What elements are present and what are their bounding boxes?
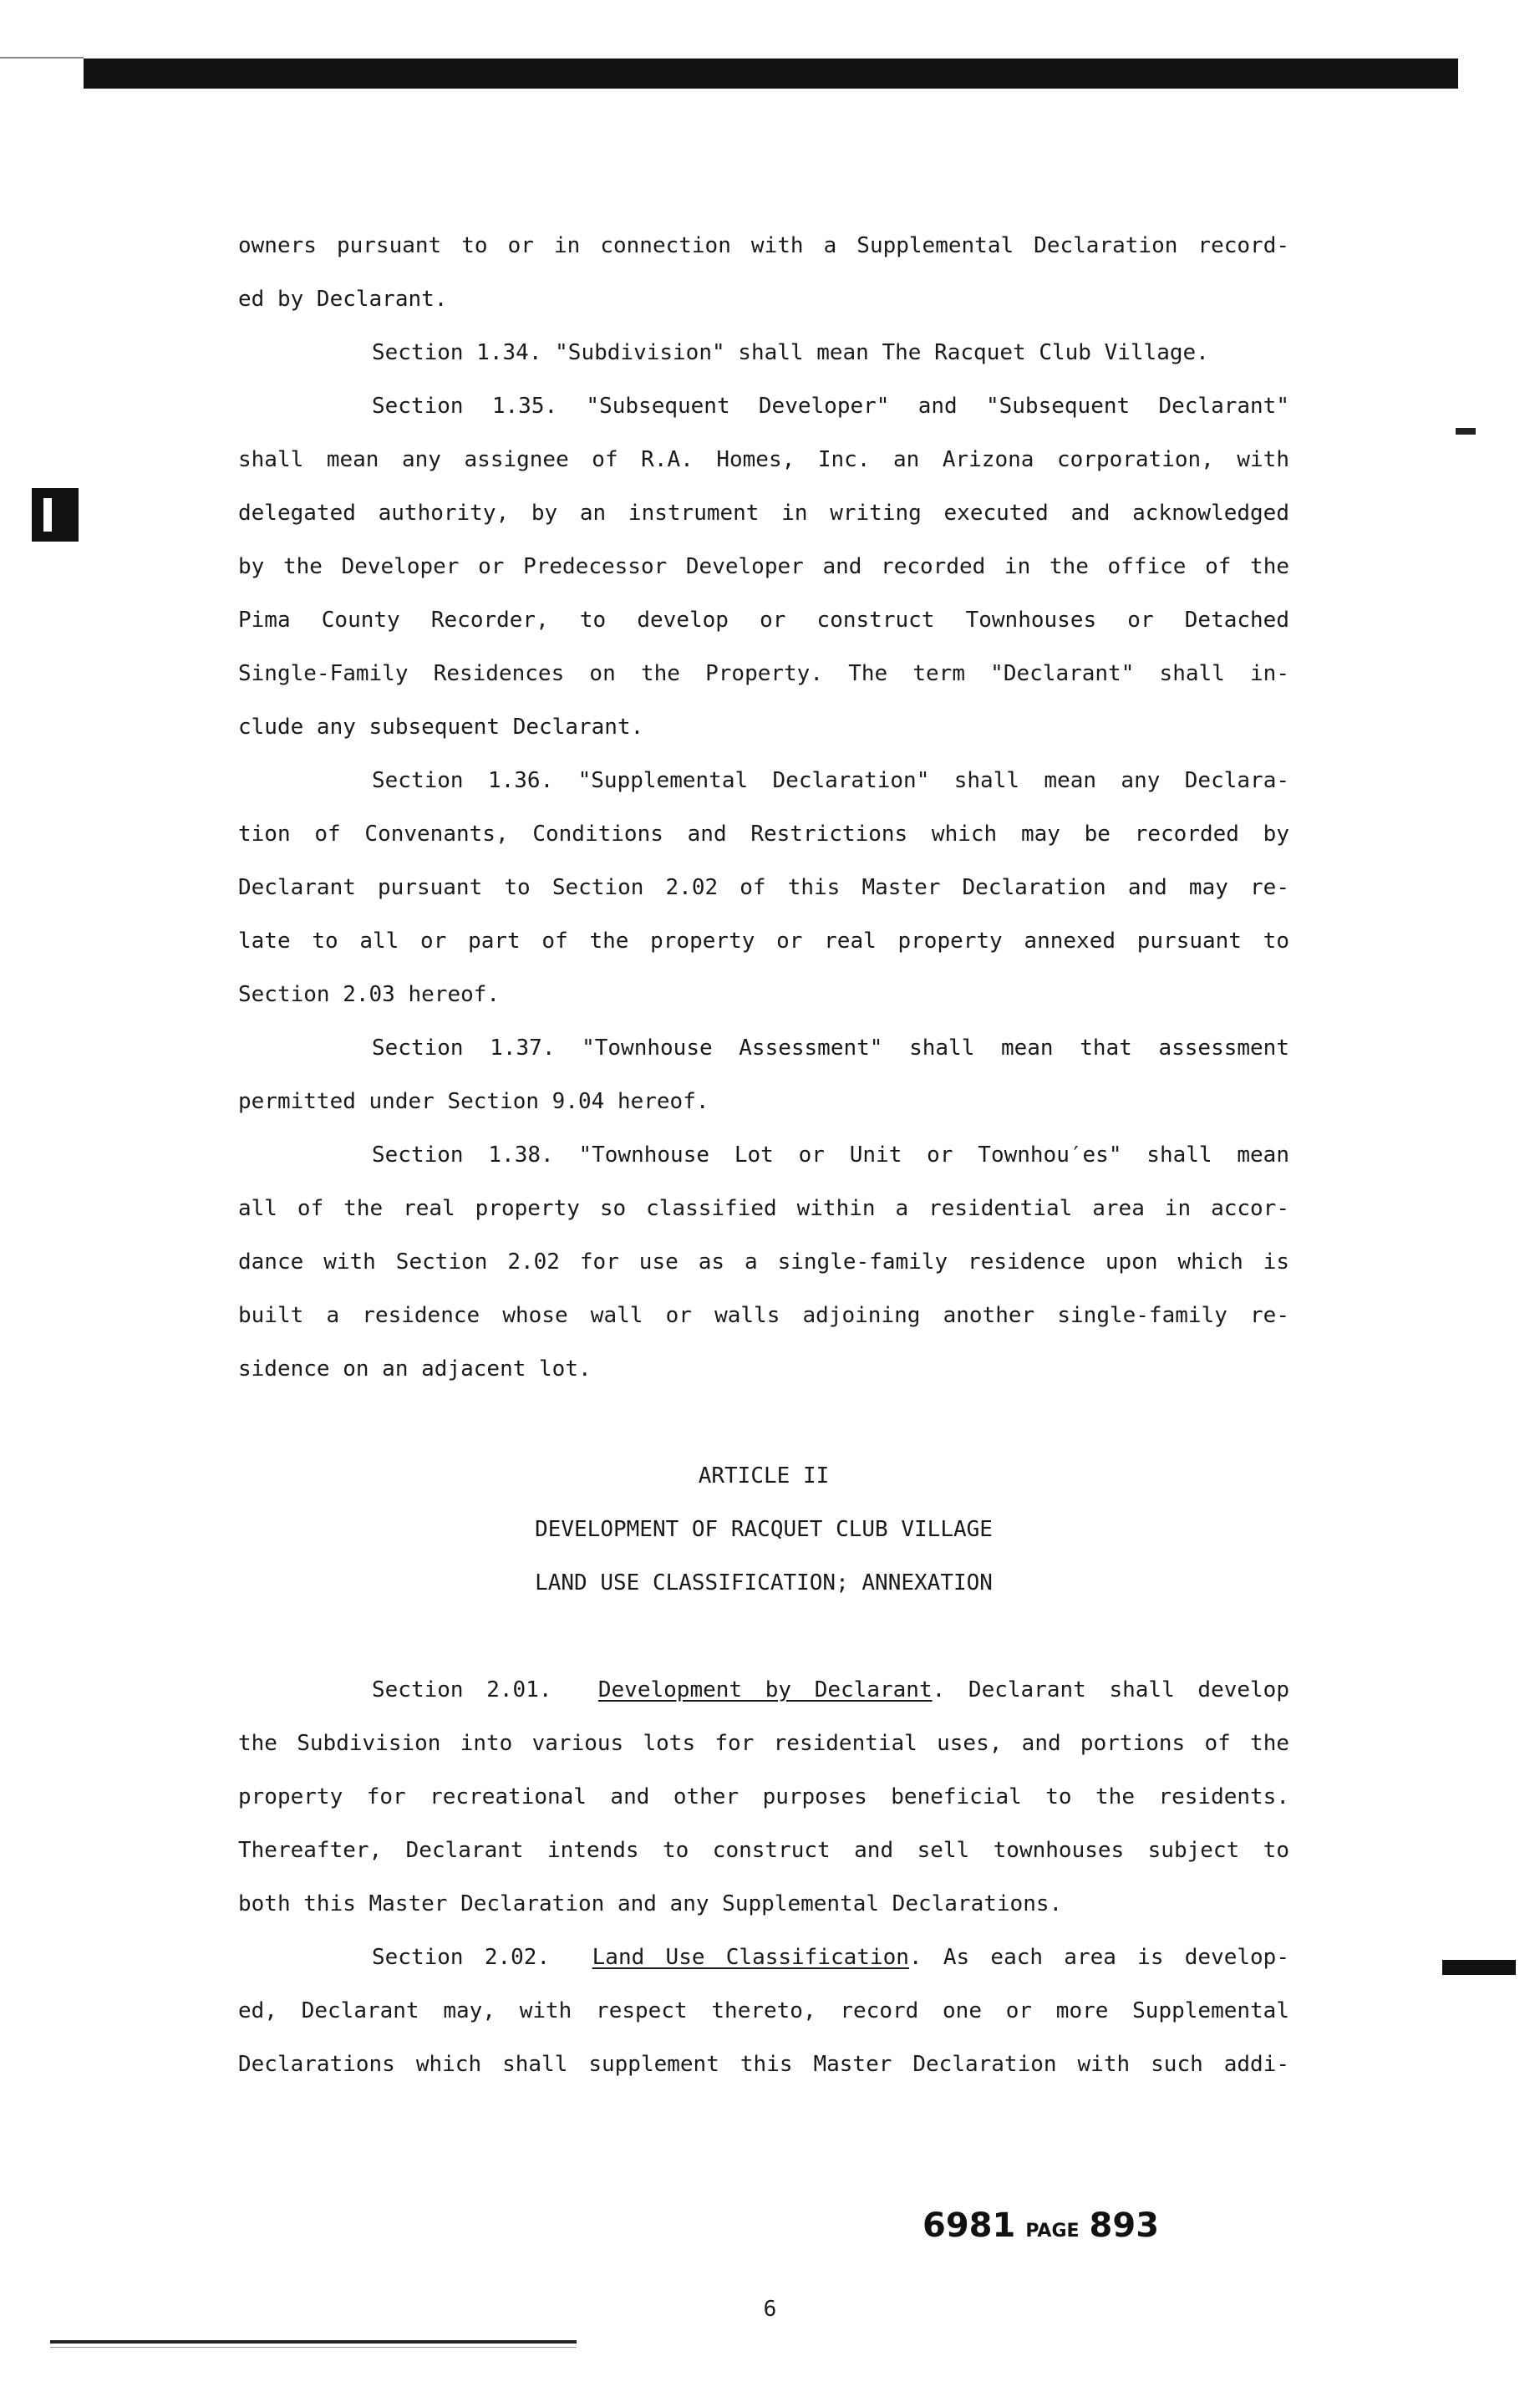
top-scan-bar <box>84 59 1458 89</box>
text-line: clude any subsequent Declarant. <box>238 715 644 740</box>
text-line: late to all or part of the property or real property annexed pursuant to <box>238 929 1289 954</box>
text-line: both this Master Declaration and any Supplemental Declarations. <box>238 1891 1063 1916</box>
text-line: all of the real property so classified within a residential area in accor- <box>238 1196 1289 1221</box>
article-subtitle: LAND USE CLASSIFICATION; ANNEXATION <box>535 1570 993 1595</box>
section-heading: Development by Declarant <box>597 1677 933 1702</box>
text-line: Declarant pursuant to Section 2.02 of this Master Declaration and may re- <box>238 875 1289 900</box>
bottom-rule <box>50 2340 577 2344</box>
text-line: shall mean any assignee of R.A. Homes, Inc. an Arizona corporation, with <box>238 447 1289 472</box>
section-text: . Declarant shall develop <box>932 1677 1289 1702</box>
section-2-02 <box>238 1931 1289 1984</box>
section-prefix: Section 2.02. <box>372 1945 551 1970</box>
text-line: delegated authority, by an instrument in writing executed and acknowledged <box>238 501 1289 526</box>
stamp-page: 893 <box>1089 2206 1160 2245</box>
text-line: Thereafter, Declarant intends to construct and sell townhouses subject to <box>238 1838 1289 1863</box>
right-margin-speck <box>1456 428 1476 435</box>
section-heading: Land Use Classification <box>592 1945 909 1970</box>
article-heading: ARTICLE II <box>698 1463 830 1489</box>
text-line: property for recreational and other purposes beneficial to the residents. <box>238 1784 1289 1809</box>
right-margin-mark <box>1442 1960 1516 1975</box>
text-line: permitted under Section 9.04 hereof. <box>238 1089 709 1114</box>
text-line: by the Developer or Predecessor Developer and recorded in the office of the <box>238 554 1289 579</box>
text-line: Declarations which shall supplement this Master Declaration with such addi- <box>238 2052 1289 2077</box>
section-1-35: Section 1.35. "Subsequent Developer" and "Subsequent Declarant" <box>372 394 1289 419</box>
top-scan-hairline <box>0 57 84 59</box>
recording-stamp <box>922 2206 1159 2245</box>
left-margin-mark-notch <box>43 498 52 532</box>
section-1-37: Section 1.37. "Townhouse Assessment" shall mean that assessment <box>372 1036 1289 1061</box>
article-title: DEVELOPMENT OF RACQUET CLUB VILLAGE <box>535 1517 993 1542</box>
text-line: Single-Family Residences on the Property. The term "Declarant" shall in- <box>238 661 1289 686</box>
section-prefix: Section 2.01. <box>372 1677 552 1702</box>
section-1-34: Section 1.34. "Subdivision" shall mean The Racquet Club Village. <box>372 340 1209 365</box>
text-line: dance with Section 2.02 for use as a single-family residence upon which is <box>238 1249 1289 1275</box>
text-line: owners pursuant to or in connection with a Supplemental Declaration record- <box>238 233 1289 258</box>
text-line: ed by Declarant. <box>238 287 448 312</box>
stamp-book: 6981 <box>922 2206 1016 2245</box>
text-line: sidence on an adjacent lot. <box>238 1356 592 1382</box>
section-text: . As each area is develop- <box>908 1945 1289 1970</box>
section-1-38: Section 1.38. "Townhouse Lot or Unit or Townhou′es" shall mean <box>372 1143 1289 1168</box>
text-line: built a residence whose wall or walls adjoining another single-family re- <box>238 1303 1289 1328</box>
text-line: ed, Declarant may, with respect thereto, record one or more Supplemental <box>238 1998 1289 2023</box>
stamp-page-label: PAGE <box>1025 2221 1080 2242</box>
document-body <box>238 219 1289 2091</box>
page-number: 6 <box>763 2297 777 2322</box>
text-line: Pima County Recorder, to develop or construct Townhouses or Detached <box>238 608 1289 633</box>
section-1-36: Section 1.36. "Supplemental Declaration" shall mean any Declara- <box>372 768 1289 793</box>
section-2-01 <box>238 1663 1289 1717</box>
left-margin-mark <box>32 488 79 542</box>
text-line: the Subdivision into various lots for residential uses, and portions of the <box>238 1731 1289 1756</box>
bottom-rule-thin <box>50 2347 577 2348</box>
text-line: tion of Convenants, Conditions and Restrictions which may be recorded by <box>238 822 1289 847</box>
text-line: Section 2.03 hereof. <box>238 982 501 1007</box>
